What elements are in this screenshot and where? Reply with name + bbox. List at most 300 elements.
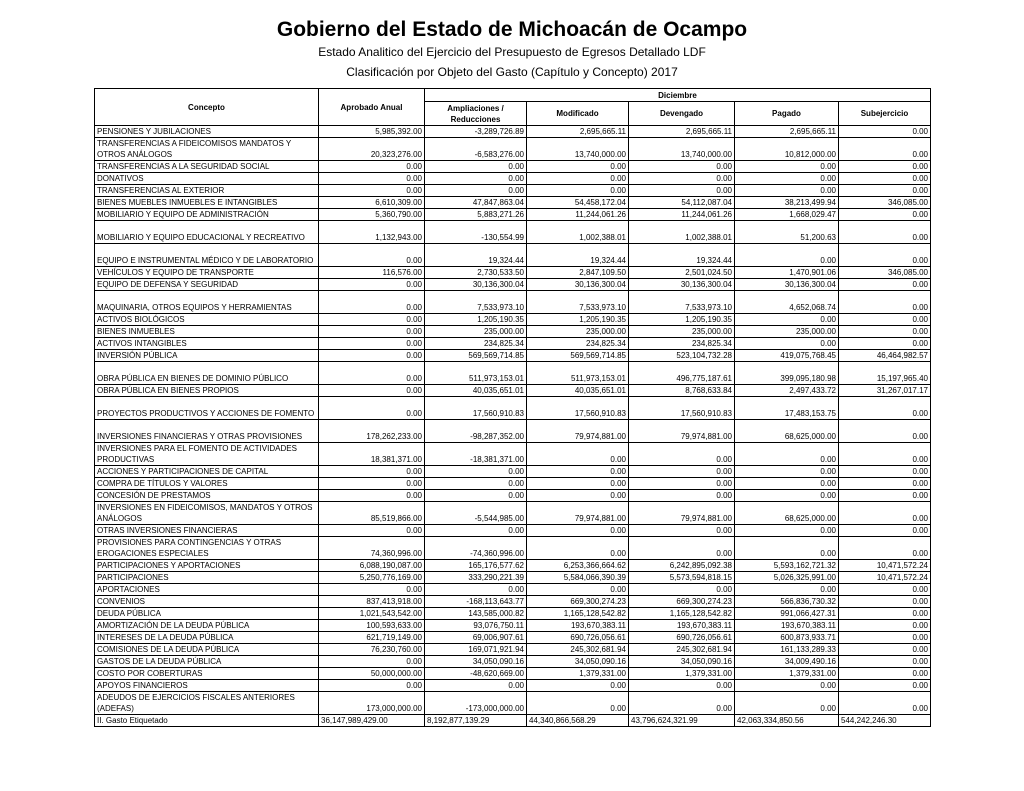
table-row: [95, 209, 931, 221]
concepto-cell: GASTOS DE LA DEUDA PÚBLICA: [95, 656, 319, 668]
table-row: [95, 632, 931, 644]
ampliaciones-cell: 47,847,863.04: [425, 197, 527, 209]
ampliaciones-cell: -6,583,276.00: [425, 138, 527, 161]
ampliaciones-cell: -98,287,352.00: [425, 420, 527, 443]
ampliaciones-cell: 0.00: [425, 490, 527, 502]
aprobado-cell: 0.00: [319, 314, 425, 326]
pagado-cell: 30,136,300.04: [735, 279, 839, 291]
ampliaciones-cell: 333,290,221.39: [425, 572, 527, 584]
subejercicio-cell: 0.00: [839, 656, 931, 668]
ampliaciones-cell: 143,585,000.82: [425, 608, 527, 620]
modificado-cell: 0.00: [527, 173, 629, 185]
pagado-cell: 4,652,068.74: [735, 291, 839, 314]
devengado-cell: 2,695,665.11: [629, 126, 735, 138]
table-row: [95, 326, 931, 338]
aprobado-cell: 0.00: [319, 279, 425, 291]
concepto-cell: PROVISIONES PARA CONTINGENCIAS Y OTRAS EROGACIONES ESPECIALES: [95, 537, 319, 560]
subejercicio-cell: 15,197,965.40: [839, 362, 931, 385]
total-cell: 42,063,334,850.56: [735, 715, 839, 727]
pagado-cell: 0.00: [735, 443, 839, 466]
aprobado-cell: 0.00: [319, 680, 425, 692]
concepto-cell: COMISIONES DE LA DEUDA PÚBLICA: [95, 644, 319, 656]
total-label: II. Gasto Etiquetado: [95, 715, 319, 727]
concepto-cell: APORTACIONES: [95, 584, 319, 596]
subejercicio-cell: 0.00: [839, 632, 931, 644]
table-row: [95, 596, 931, 608]
subejercicio-cell: 31,267,017.17: [839, 385, 931, 397]
aprobado-cell: 621,719,149.00: [319, 632, 425, 644]
table-row: [95, 620, 931, 632]
modificado-cell: 0.00: [527, 185, 629, 197]
aprobado-cell: 0.00: [319, 656, 425, 668]
col-header-subejercicio: Subejercicio: [839, 102, 931, 126]
col-header-aprobado: Aprobado Anual: [319, 89, 425, 126]
pagado-cell: 991,066,427.31: [735, 608, 839, 620]
table-row: [95, 525, 931, 537]
modificado-cell: 0.00: [527, 537, 629, 560]
ampliaciones-cell: 234,825.34: [425, 338, 527, 350]
pagado-cell: 0.00: [735, 584, 839, 596]
concepto-cell: CONVENIOS: [95, 596, 319, 608]
pagado-cell: 1,668,029.47: [735, 209, 839, 221]
ampliaciones-cell: 569,569,714.85: [425, 350, 527, 362]
pagado-cell: 2,497,433.72: [735, 385, 839, 397]
report-subtitle: Estado Analitico del Ejercicio del Presupuesto de Egresos Detallado LDF: [318, 45, 706, 59]
table-row: [95, 185, 931, 197]
aprobado-cell: 50,000,000.00: [319, 668, 425, 680]
subejercicio-cell: 0.00: [839, 680, 931, 692]
pagado-cell: 2,695,665.11: [735, 126, 839, 138]
pagado-cell: 0.00: [735, 161, 839, 173]
concepto-cell: MAQUINARIA, OTROS EQUIPOS Y HERRAMIENTAS: [95, 291, 319, 314]
devengado-cell: 0.00: [629, 443, 735, 466]
subejercicio-cell: 346,085.00: [839, 197, 931, 209]
aprobado-cell: 178,262,233.00: [319, 420, 425, 443]
total-cell: 8,192,877,139.29: [425, 715, 527, 727]
table-row: [95, 338, 931, 350]
pagado-cell: 10,812,000.00: [735, 138, 839, 161]
table-row: [95, 126, 931, 138]
concepto-cell: CONCESIÓN DE PRESTAMOS: [95, 490, 319, 502]
modificado-cell: 0.00: [527, 490, 629, 502]
ampliaciones-cell: -5,544,985.00: [425, 502, 527, 525]
aprobado-cell: 5,250,776,169.00: [319, 572, 425, 584]
subejercicio-cell: 0.00: [839, 138, 931, 161]
devengado-cell: 0.00: [629, 185, 735, 197]
devengado-cell: 235,000.00: [629, 326, 735, 338]
col-header-modificado: Modificado: [527, 102, 629, 126]
subejercicio-cell: 0.00: [839, 314, 931, 326]
subejercicio-cell: 0.00: [839, 596, 931, 608]
aprobado-cell: 837,413,918.00: [319, 596, 425, 608]
ampliaciones-cell: 0.00: [425, 525, 527, 537]
concepto-cell: INVERSIÓN PÚBLICA: [95, 350, 319, 362]
modificado-cell: 2,695,665.11: [527, 126, 629, 138]
table-row: [95, 291, 931, 314]
devengado-cell: 234,825.34: [629, 338, 735, 350]
aprobado-cell: 1,021,543,542.00: [319, 608, 425, 620]
ampliaciones-cell: 69,006,907.61: [425, 632, 527, 644]
aprobado-cell: 0.00: [319, 584, 425, 596]
aprobado-cell: 20,323,276.00: [319, 138, 425, 161]
table-row: [95, 197, 931, 209]
pagado-cell: 0.00: [735, 244, 839, 267]
table-row: [95, 420, 931, 443]
ampliaciones-cell: -130,554.99: [425, 221, 527, 244]
pagado-cell: 38,213,499.94: [735, 197, 839, 209]
subejercicio-cell: 0.00: [839, 291, 931, 314]
table-row: [95, 397, 931, 420]
concepto-cell: OBRA PÚBLICA EN BIENES DE DOMINIO PÚBLICO: [95, 362, 319, 385]
subejercicio-cell: 0.00: [839, 443, 931, 466]
pagado-cell: 0.00: [735, 314, 839, 326]
table-row: [95, 161, 931, 173]
aprobado-cell: 0.00: [319, 291, 425, 314]
modificado-cell: 1,165,128,542.82: [527, 608, 629, 620]
subejercicio-cell: 0.00: [839, 644, 931, 656]
pagado-cell: 0.00: [735, 537, 839, 560]
modificado-cell: 0.00: [527, 478, 629, 490]
ampliaciones-cell: 34,050,090.16: [425, 656, 527, 668]
modificado-cell: 40,035,651.01: [527, 385, 629, 397]
table-row: [95, 478, 931, 490]
aprobado-cell: 0.00: [319, 478, 425, 490]
modificado-cell: 511,973,153.01: [527, 362, 629, 385]
subejercicio-cell: 0.00: [839, 525, 931, 537]
col-header-concepto: Concepto: [95, 89, 319, 126]
ampliaciones-cell: 5,883,271.26: [425, 209, 527, 221]
devengado-cell: 6,242,895,092.38: [629, 560, 735, 572]
subejercicio-cell: 46,464,982.57: [839, 350, 931, 362]
ampliaciones-cell: 0.00: [425, 466, 527, 478]
devengado-cell: 11,244,061.26: [629, 209, 735, 221]
devengado-cell: 0.00: [629, 173, 735, 185]
concepto-cell: MOBILIARIO Y EQUIPO DE ADMINISTRACIÓN: [95, 209, 319, 221]
pagado-cell: 0.00: [735, 466, 839, 478]
concepto-cell: MOBILIARIO Y EQUIPO EDUCACIONAL Y RECREATIVO: [95, 221, 319, 244]
table-row: [95, 584, 931, 596]
aprobado-cell: 0.00: [319, 350, 425, 362]
concepto-cell: DEUDA PÚBLICA: [95, 608, 319, 620]
aprobado-cell: 100,593,633.00: [319, 620, 425, 632]
modificado-cell: 0.00: [527, 466, 629, 478]
modificado-cell: 7,533,973.10: [527, 291, 629, 314]
table-row: [95, 537, 931, 560]
ampliaciones-cell: 30,136,300.04: [425, 279, 527, 291]
total-cell: 544,242,246.30: [839, 715, 931, 727]
table-row: [95, 668, 931, 680]
aprobado-cell: 116,576.00: [319, 267, 425, 279]
aprobado-cell: 0.00: [319, 362, 425, 385]
total-cell: 36,147,989,429.00: [319, 715, 425, 727]
modificado-cell: 0.00: [527, 692, 629, 715]
modificado-cell: 234,825.34: [527, 338, 629, 350]
subejercicio-cell: 0.00: [839, 161, 931, 173]
subejercicio-cell: 0.00: [839, 502, 931, 525]
table-row: [95, 572, 931, 584]
ampliaciones-cell: 0.00: [425, 478, 527, 490]
modificado-cell: 79,974,881.00: [527, 502, 629, 525]
concepto-cell: COSTO POR COBERTURAS: [95, 668, 319, 680]
aprobado-cell: 5,985,392.00: [319, 126, 425, 138]
devengado-cell: 17,560,910.83: [629, 397, 735, 420]
modificado-cell: 1,002,388.01: [527, 221, 629, 244]
devengado-cell: 1,002,388.01: [629, 221, 735, 244]
table-row: [95, 502, 931, 525]
modificado-cell: 690,726,056.61: [527, 632, 629, 644]
table-row: [95, 138, 931, 161]
ampliaciones-cell: 2,730,533.50: [425, 267, 527, 279]
pagado-cell: 0.00: [735, 478, 839, 490]
concepto-cell: INVERSIONES PARA EL FOMENTO DE ACTIVIDADES PRODUCTIVAS: [95, 443, 319, 466]
devengado-cell: 54,112,087.04: [629, 197, 735, 209]
devengado-cell: 0.00: [629, 680, 735, 692]
subejercicio-cell: 0.00: [839, 620, 931, 632]
pagado-cell: 0.00: [735, 185, 839, 197]
ampliaciones-cell: -3,289,726.89: [425, 126, 527, 138]
aprobado-cell: 0.00: [319, 185, 425, 197]
devengado-cell: 496,775,187.61: [629, 362, 735, 385]
subejercicio-cell: 0.00: [839, 185, 931, 197]
modificado-cell: 0.00: [527, 161, 629, 173]
pagado-cell: 17,483,153.75: [735, 397, 839, 420]
table-row: [95, 608, 931, 620]
aprobado-cell: 74,360,996.00: [319, 537, 425, 560]
concepto-cell: ACTIVOS BIOLÓGICOS: [95, 314, 319, 326]
devengado-cell: 690,726,056.61: [629, 632, 735, 644]
concepto-cell: OBRA PÚBLICA EN BIENES PROPIOS: [95, 385, 319, 397]
aprobado-cell: 0.00: [319, 338, 425, 350]
modificado-cell: 0.00: [527, 584, 629, 596]
ampliaciones-cell: 169,071,921.94: [425, 644, 527, 656]
table-row: [95, 644, 931, 656]
subejercicio-cell: 0.00: [839, 490, 931, 502]
pagado-cell: 566,836,730.32: [735, 596, 839, 608]
total-cell: 44,340,866,568.29: [527, 715, 629, 727]
concepto-cell: AMORTIZACIÓN DE LA DEUDA PÚBLICA: [95, 620, 319, 632]
table-row: [95, 466, 931, 478]
concepto-cell: PARTICIPACIONES Y APORTACIONES: [95, 560, 319, 572]
ampliaciones-cell: -18,381,371.00: [425, 443, 527, 466]
devengado-cell: 79,974,881.00: [629, 420, 735, 443]
col-header-ampliaciones: Ampliaciones / Reducciones: [425, 102, 527, 126]
pagado-cell: 68,625,000.00: [735, 502, 839, 525]
ampliaciones-cell: 165,176,577.62: [425, 560, 527, 572]
devengado-cell: 34,050,090.16: [629, 656, 735, 668]
modificado-cell: 11,244,061.26: [527, 209, 629, 221]
table-row: [95, 692, 931, 715]
concepto-cell: PARTICIPACIONES: [95, 572, 319, 584]
subejercicio-cell: 0.00: [839, 420, 931, 443]
ampliaciones-cell: 1,205,190.35: [425, 314, 527, 326]
devengado-cell: 5,573,594,818.15: [629, 572, 735, 584]
pagado-cell: 161,133,289.33: [735, 644, 839, 656]
table-row: [95, 362, 931, 385]
modificado-cell: 6,253,366,664.62: [527, 560, 629, 572]
concepto-cell: INTERESES DE LA DEUDA PÚBLICA: [95, 632, 319, 644]
table-row: [95, 656, 931, 668]
ampliaciones-cell: 0.00: [425, 161, 527, 173]
devengado-cell: 245,302,681.94: [629, 644, 735, 656]
ampliaciones-cell: -48,620,669.00: [425, 668, 527, 680]
pagado-cell: 5,593,162,721.32: [735, 560, 839, 572]
table-row: [95, 244, 931, 267]
table-row: [95, 680, 931, 692]
budget-table: [94, 88, 931, 727]
modificado-cell: 569,569,714.85: [527, 350, 629, 362]
subejercicio-cell: 0.00: [839, 478, 931, 490]
total-row: [95, 715, 931, 727]
pagado-cell: 0.00: [735, 338, 839, 350]
aprobado-cell: 5,360,790.00: [319, 209, 425, 221]
modificado-cell: 17,560,910.83: [527, 397, 629, 420]
modificado-cell: 1,205,190.35: [527, 314, 629, 326]
concepto-cell: ADEUDOS DE EJERCICIOS FISCALES ANTERIORES (ADEFAS): [95, 692, 319, 715]
ampliaciones-cell: 0.00: [425, 680, 527, 692]
total-cell: 43,796,624,321.99: [629, 715, 735, 727]
modificado-cell: 54,458,172.04: [527, 197, 629, 209]
aprobado-cell: 1,132,943.00: [319, 221, 425, 244]
aprobado-cell: 6,088,190,087.00: [319, 560, 425, 572]
concepto-cell: PENSIONES Y JUBILACIONES: [95, 126, 319, 138]
table-row: [95, 385, 931, 397]
ampliaciones-cell: 7,533,973.10: [425, 291, 527, 314]
aprobado-cell: 0.00: [319, 161, 425, 173]
pagado-cell: 235,000.00: [735, 326, 839, 338]
report-subtitle-classification: Clasificación por Objeto del Gasto (Capítulo y Concepto) 2017: [346, 65, 678, 79]
aprobado-cell: 0.00: [319, 397, 425, 420]
aprobado-cell: 0.00: [319, 173, 425, 185]
pagado-cell: 1,470,901.06: [735, 267, 839, 279]
ampliaciones-cell: 19,324.44: [425, 244, 527, 267]
subejercicio-cell: 346,085.00: [839, 267, 931, 279]
modificado-cell: 5,584,066,390.39: [527, 572, 629, 584]
pagado-cell: 5,026,325,991.00: [735, 572, 839, 584]
concepto-cell: TRANSFERENCIAS AL EXTERIOR: [95, 185, 319, 197]
pagado-cell: 0.00: [735, 680, 839, 692]
table-row: [95, 279, 931, 291]
concepto-cell: BIENES MUEBLES INMUEBLES E INTANGIBLES: [95, 197, 319, 209]
subejercicio-cell: 0.00: [839, 668, 931, 680]
subejercicio-cell: 10,471,572.24: [839, 560, 931, 572]
subejercicio-cell: 0.00: [839, 126, 931, 138]
subejercicio-cell: 0.00: [839, 338, 931, 350]
concepto-cell: EQUIPO E INSTRUMENTAL MÉDICO Y DE LABORATORIO: [95, 244, 319, 267]
devengado-cell: 1,379,331.00: [629, 668, 735, 680]
subejercicio-cell: 0.00: [839, 221, 931, 244]
subejercicio-cell: 0.00: [839, 397, 931, 420]
modificado-cell: 34,050,090.16: [527, 656, 629, 668]
aprobado-cell: 76,230,760.00: [319, 644, 425, 656]
devengado-cell: 2,501,024.50: [629, 267, 735, 279]
modificado-cell: 13,740,000.00: [527, 138, 629, 161]
aprobado-cell: 0.00: [319, 525, 425, 537]
ampliaciones-cell: 235,000.00: [425, 326, 527, 338]
ampliaciones-cell: 93,076,750.11: [425, 620, 527, 632]
ampliaciones-cell: -168,113,643.77: [425, 596, 527, 608]
subejercicio-cell: 0.00: [839, 279, 931, 291]
col-header-pagado: Pagado: [735, 102, 839, 126]
concepto-cell: ACTIVOS INTANGIBLES: [95, 338, 319, 350]
table-row: [95, 314, 931, 326]
devengado-cell: 19,324.44: [629, 244, 735, 267]
devengado-cell: 669,300,274.23: [629, 596, 735, 608]
subejercicio-cell: 0.00: [839, 173, 931, 185]
ampliaciones-cell: -74,360,996.00: [425, 537, 527, 560]
modificado-cell: 0.00: [527, 525, 629, 537]
table-row: [95, 221, 931, 244]
pagado-cell: 0.00: [735, 173, 839, 185]
devengado-cell: 0.00: [629, 525, 735, 537]
devengado-cell: 30,136,300.04: [629, 279, 735, 291]
pagado-cell: 193,670,383.11: [735, 620, 839, 632]
devengado-cell: 0.00: [629, 490, 735, 502]
table-row: [95, 560, 931, 572]
table-row: [95, 267, 931, 279]
devengado-cell: 7,533,973.10: [629, 291, 735, 314]
devengado-cell: 79,974,881.00: [629, 502, 735, 525]
devengado-cell: 0.00: [629, 692, 735, 715]
table-row: [95, 173, 931, 185]
devengado-cell: 193,670,383.11: [629, 620, 735, 632]
pagado-cell: 419,075,768.45: [735, 350, 839, 362]
concepto-cell: VEHÍCULOS Y EQUIPO DE TRANSPORTE: [95, 267, 319, 279]
pagado-cell: 0.00: [735, 692, 839, 715]
pagado-cell: 34,009,490.16: [735, 656, 839, 668]
ampliaciones-cell: 511,973,153.01: [425, 362, 527, 385]
devengado-cell: 523,104,732.28: [629, 350, 735, 362]
modificado-cell: 0.00: [527, 443, 629, 466]
devengado-cell: 0.00: [629, 466, 735, 478]
concepto-cell: PROYECTOS PRODUCTIVOS Y ACCIONES DE FOMENTO: [95, 397, 319, 420]
pagado-cell: 1,379,331.00: [735, 668, 839, 680]
aprobado-cell: 0.00: [319, 244, 425, 267]
subejercicio-cell: 0.00: [839, 326, 931, 338]
pagado-cell: 399,095,180.98: [735, 362, 839, 385]
devengado-cell: 0.00: [629, 537, 735, 560]
concepto-cell: COMPRA DE TÍTULOS Y VALORES: [95, 478, 319, 490]
col-header-devengado: Devengado: [629, 102, 735, 126]
devengado-cell: 0.00: [629, 584, 735, 596]
subejercicio-cell: 0.00: [839, 209, 931, 221]
aprobado-cell: 85,519,866.00: [319, 502, 425, 525]
concepto-cell: TRANSFERENCIAS A FIDEICOMISOS MANDATOS Y OTROS ANÁLOGOS: [95, 138, 319, 161]
concepto-cell: EQUIPO DE DEFENSA Y SEGURIDAD: [95, 279, 319, 291]
concepto-cell: INVERSIONES FINANCIERAS Y OTRAS PROVISIONES: [95, 420, 319, 443]
concepto-cell: APOYOS FINANCIEROS: [95, 680, 319, 692]
ampliaciones-cell: 0.00: [425, 173, 527, 185]
modificado-cell: 193,670,383.11: [527, 620, 629, 632]
devengado-cell: 13,740,000.00: [629, 138, 735, 161]
concepto-cell: TRANSFERENCIAS A LA SEGURIDAD SOCIAL: [95, 161, 319, 173]
pagado-cell: 51,200.63: [735, 221, 839, 244]
devengado-cell: 1,205,190.35: [629, 314, 735, 326]
ampliaciones-cell: 0.00: [425, 584, 527, 596]
concepto-cell: BIENES INMUEBLES: [95, 326, 319, 338]
ampliaciones-cell: -173,000,000.00: [425, 692, 527, 715]
report-title: Gobierno del Estado de Michoacán de Ocampo: [276, 18, 748, 41]
ampliaciones-cell: 40,035,651.01: [425, 385, 527, 397]
subejercicio-cell: 0.00: [839, 692, 931, 715]
modificado-cell: 2,847,109.50: [527, 267, 629, 279]
subejercicio-cell: 0.00: [839, 608, 931, 620]
pagado-cell: 0.00: [735, 490, 839, 502]
devengado-cell: 1,165,128,542.82: [629, 608, 735, 620]
concepto-cell: DONATIVOS: [95, 173, 319, 185]
pagado-cell: 600,873,933.71: [735, 632, 839, 644]
ampliaciones-cell: 0.00: [425, 185, 527, 197]
devengado-cell: 0.00: [629, 478, 735, 490]
